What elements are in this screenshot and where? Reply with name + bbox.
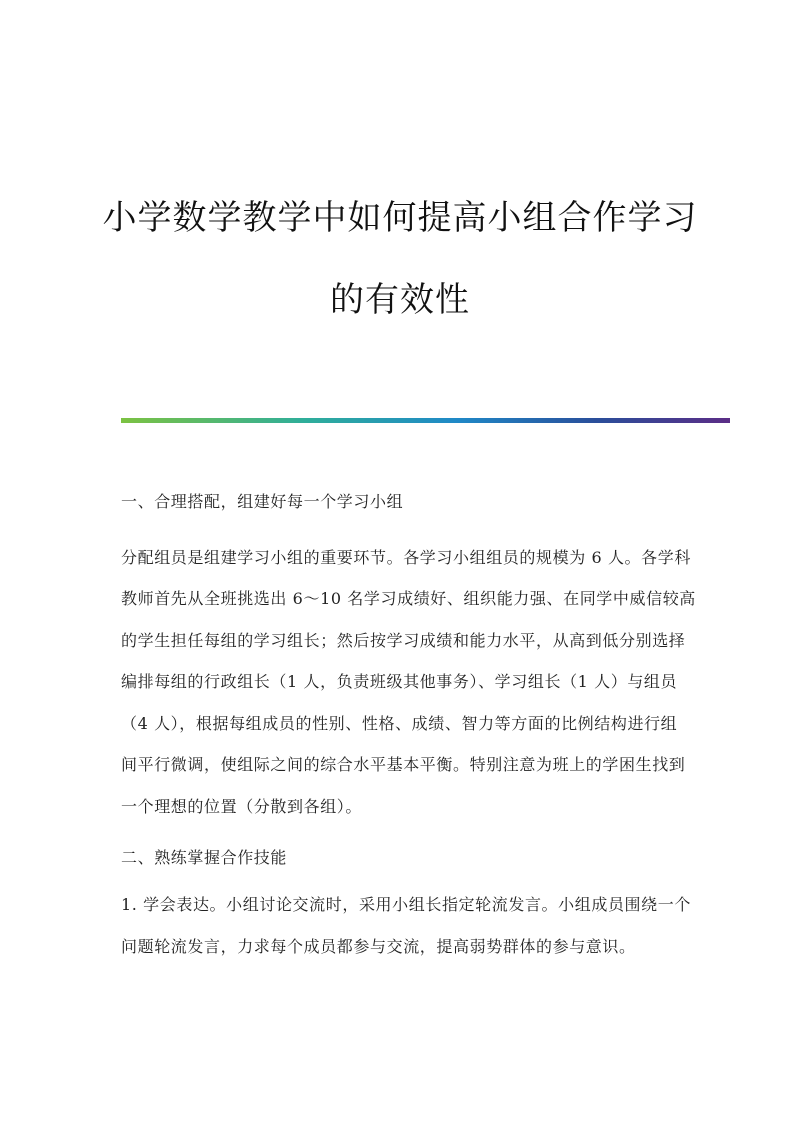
paragraph-1-line: 间平行微调，使组际之间的综合水平基本平衡。特别注意为班上的学困生找到 bbox=[121, 755, 686, 774]
section-2-heading: 二、熟练掌握合作技能 bbox=[121, 848, 288, 867]
paragraph-2-line: 1. 学会表达。小组讨论交流时，采用小组长指定轮流发言。小组成员围绕一个 bbox=[121, 895, 691, 914]
paragraph-1-line: （4 人），根据每组成员的性别、性格、成绩、智力等方面的比例结构进行组 bbox=[121, 714, 678, 733]
title-divider bbox=[121, 418, 730, 423]
paragraph-1-line: 编排每组的行政组长（1 人，负责班级其他事务）、学习组长（1 人）与组员 bbox=[121, 672, 678, 691]
paragraph-1-line: 的学生担任每组的学习组长；然后按学习成绩和能力水平，从高到低分别选择 bbox=[121, 631, 686, 650]
document-title-line-2: 的有效性 bbox=[330, 280, 470, 320]
paragraph-2-line: 问题轮流发言，力求每个成员都参与交流，提高弱势群体的参与意识。 bbox=[121, 937, 636, 956]
section-1-heading: 一、合理搭配，组建好每一个学习小组 bbox=[121, 492, 404, 511]
paragraph-1-line: 分配组员是组建学习小组的重要环节。各学习小组组员的规模为 6 人。各学科 bbox=[121, 548, 691, 567]
paragraph-1-line: 教师首先从全班挑选出 6～10 名学习成绩好、组织能力强、在同学中威信较高 bbox=[121, 589, 696, 608]
document-title-line-1: 小学数学教学中如何提高小组合作学习 bbox=[102, 198, 698, 238]
paragraph-1-line: 一个理想的位置（分散到各组）。 bbox=[121, 797, 363, 816]
